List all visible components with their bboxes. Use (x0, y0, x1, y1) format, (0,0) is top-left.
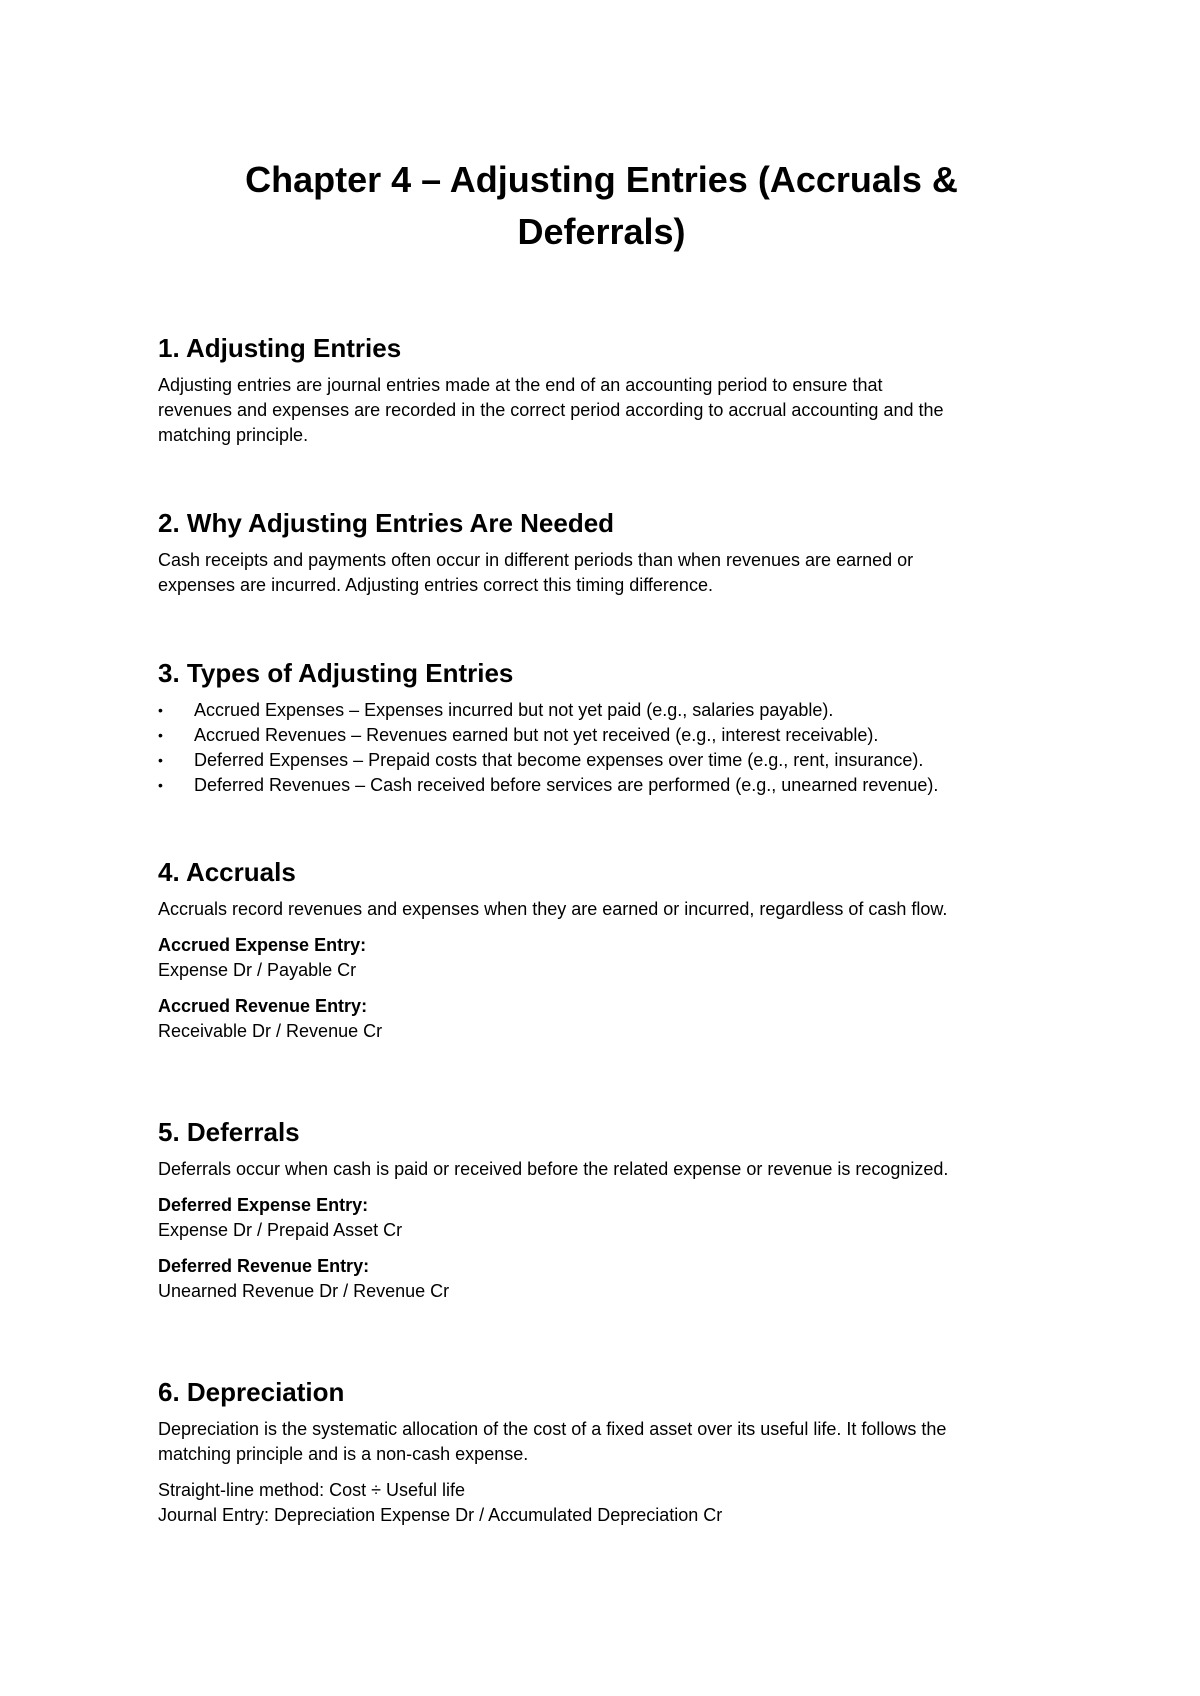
deferred-revenue-entry (158, 1254, 1058, 1304)
accrued-revenue-entry (158, 994, 1058, 1044)
paragraph-line: matching principle and is a non-cash expense. (158, 1444, 529, 1464)
document-title (158, 154, 1045, 258)
bullet-icon: • (158, 702, 163, 718)
list-item-text: Deferred Revenues – Cash received before services are performed (e.g., unearned revenue). (194, 775, 939, 795)
paragraph-line: Adjusting entries are journal entries made at the end of an accounting period to ensure that (158, 375, 883, 395)
bullet-icon: • (158, 727, 163, 743)
section-types (158, 657, 1058, 798)
formula-line: Straight-line method: Cost ÷ Useful life (158, 1480, 466, 1500)
section-depreciation (158, 1376, 1058, 1528)
accrued-expense-entry (158, 933, 1058, 983)
paragraph-line: expenses are incurred. Adjusting entries correct this timing difference. (158, 575, 713, 595)
journal-entry-line: Journal Entry: Depreciation Expense Dr / Accumulated Depreciation Cr (158, 1505, 723, 1525)
list-item (158, 723, 1058, 748)
section-heading: 4. Accruals (158, 857, 296, 887)
list-item (158, 748, 1058, 773)
section-paragraph (158, 548, 1058, 598)
section-heading: 2. Why Adjusting Entries Are Needed (158, 508, 615, 538)
section-paragraph (158, 1417, 1058, 1467)
paragraph-line: Depreciation is the systematic allocation of the cost of a fixed asset over its useful life. It follows the (158, 1419, 947, 1439)
entry-label: Accrued Expense Entry: (158, 935, 367, 955)
section-paragraph (158, 897, 1058, 922)
list-item (158, 773, 1058, 798)
section-heading: 1. Adjusting Entries (158, 333, 402, 363)
paragraph-line: Accruals record revenues and expenses when they are earned or incurred, regardless of cash flow. (158, 899, 948, 919)
list-item-text: Deferred Expenses – Prepaid costs that become expenses over time (e.g., rent, insurance). (194, 750, 924, 770)
deferred-expense-entry (158, 1193, 1058, 1243)
title-line-1: Chapter 4 – Adjusting Entries (Accruals & (245, 159, 958, 200)
list-item-text: Accrued Expenses – Expenses incurred but not yet paid (e.g., salaries payable). (194, 700, 834, 720)
section-why-needed (158, 507, 1058, 598)
entry-text: Receivable Dr / Revenue Cr (158, 1021, 383, 1041)
bullet-icon: • (158, 752, 163, 768)
entry-label: Accrued Revenue Entry: (158, 996, 368, 1016)
entry-text: Expense Dr / Prepaid Asset Cr (158, 1220, 403, 1240)
types-list (158, 698, 1058, 798)
paragraph-line: Cash receipts and payments often occur in different periods than when revenues are earned or (158, 550, 914, 570)
depreciation-formula (158, 1478, 1058, 1528)
section-paragraph (158, 1157, 1058, 1182)
section-paragraph (158, 373, 1058, 448)
entry-label: Deferred Expense Entry: (158, 1195, 369, 1215)
paragraph-line: revenues and expenses are recorded in the correct period according to accrual accounting and the (158, 400, 944, 420)
paragraph-line: Deferrals occur when cash is paid or received before the related expense or revenue is recognized. (158, 1159, 949, 1179)
entry-text: Expense Dr / Payable Cr (158, 960, 357, 980)
list-item-text: Accrued Revenues – Revenues earned but not yet received (e.g., interest receivable). (194, 725, 879, 745)
list-item (158, 698, 1058, 723)
section-heading: 3. Types of Adjusting Entries (158, 658, 514, 688)
section-deferrals (158, 1116, 1058, 1304)
paragraph-line: matching principle. (158, 425, 309, 445)
section-heading: 5. Deferrals (158, 1117, 300, 1147)
entry-text: Unearned Revenue Dr / Revenue Cr (158, 1281, 450, 1301)
title-line-2: Deferrals) (517, 211, 686, 252)
bullet-icon: • (158, 777, 163, 793)
entry-label: Deferred Revenue Entry: (158, 1256, 370, 1276)
section-adjusting-entries (158, 332, 1058, 448)
section-accruals (158, 856, 1058, 1044)
section-heading: 6. Depreciation (158, 1377, 345, 1407)
